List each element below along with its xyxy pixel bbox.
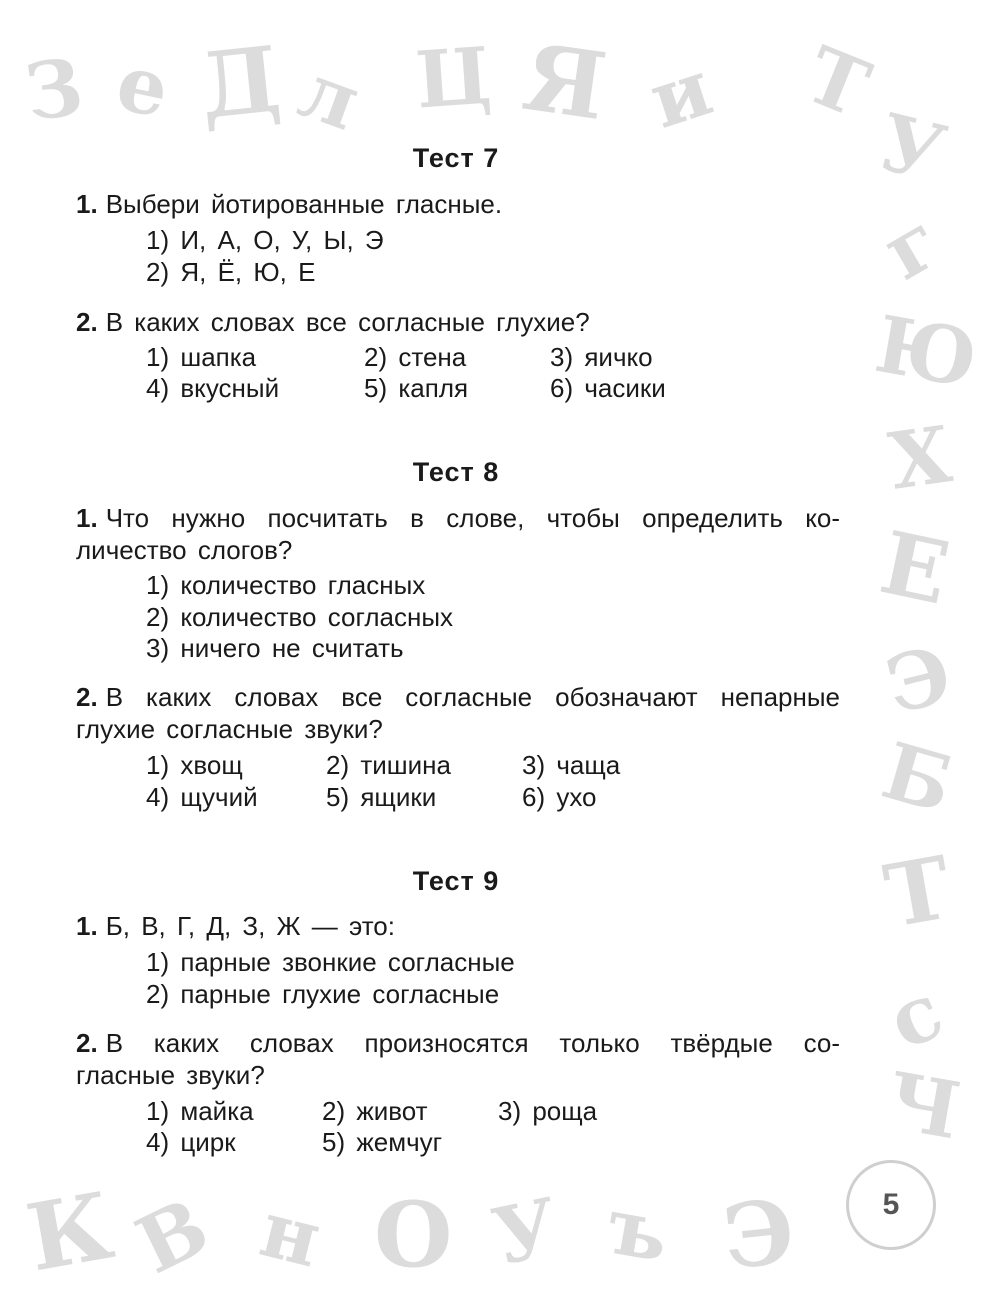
answer-option[interactable]: 2) Я, Ё, Ю, Е [146, 257, 316, 287]
test-7-question-2 [76, 306, 840, 338]
answer-option[interactable]: 1) хвощ [146, 750, 243, 780]
answer-option[interactable]: 6) ухо [522, 782, 597, 812]
test-7-question-1 [76, 188, 840, 220]
test-9-title: Тест 9 [412, 866, 500, 896]
answer-option[interactable]: 3) яичко [550, 342, 653, 372]
question-number: 2. [76, 307, 98, 337]
test-8-question-1 [76, 502, 840, 566]
decor-letter: ъ [600, 1180, 676, 1281]
decor-letter: Т [793, 29, 882, 136]
answer-option[interactable]: 6) часики [550, 373, 666, 403]
decor-letter: Б [872, 725, 963, 832]
question-text-line-2: глухие согласные звуки? [76, 714, 383, 744]
answer-option[interactable]: 1) шапка [146, 342, 257, 372]
decor-letter: Э [718, 1178, 800, 1290]
answer-option[interactable]: 3) роща [498, 1096, 598, 1126]
answer-option[interactable]: 1) майка [146, 1096, 254, 1126]
question-text: Выбери йотированные гласные. [105, 189, 503, 219]
answer-option[interactable]: 2) живот [322, 1096, 428, 1126]
decor-letter: О [374, 1182, 453, 1288]
decor-letter: Ц [412, 30, 495, 127]
decor-letter: У [485, 1181, 566, 1284]
decor-letter: Т [877, 837, 959, 948]
question-text-line-2: гласные звуки? [76, 1060, 265, 1090]
answer-option[interactable]: 2) количество согласных [146, 602, 454, 632]
decor-letter: У [870, 96, 954, 201]
answer-option[interactable]: 3) ничего не считать [146, 633, 404, 663]
decor-letter: Я [516, 22, 613, 142]
question-number: 2. [76, 1028, 98, 1058]
question-text: В каких словах все согласные глухие? [105, 307, 590, 337]
decor-letter: и [639, 42, 723, 147]
test-7-title: Тест 7 [412, 143, 500, 173]
answer-option[interactable]: 5) жемчуг [322, 1127, 443, 1157]
answer-option[interactable]: 3) чаща [522, 750, 621, 780]
question-number: 1. [76, 911, 98, 941]
answer-option[interactable]: 5) капля [364, 373, 469, 403]
answer-option[interactable]: 1) парные звонкие согласные [146, 947, 515, 977]
decor-letter: е [109, 36, 177, 137]
question-number: 2. [76, 682, 98, 712]
answer-option[interactable]: 2) стена [364, 342, 467, 372]
decor-letter: н [251, 1183, 330, 1286]
decor-letter: В [123, 1181, 223, 1292]
test-9-question-1 [76, 910, 840, 942]
decor-letter: К [19, 1171, 121, 1293]
question-number: 1. [76, 503, 98, 533]
answer-option[interactable]: 4) вкусный [146, 373, 280, 403]
answer-option[interactable]: 1) количество гласных [146, 570, 426, 600]
decor-letter: г [868, 195, 956, 298]
decor-letter: З [19, 41, 89, 140]
question-number: 1. [76, 189, 98, 219]
page-number [846, 1160, 936, 1250]
answer-option[interactable]: 4) щучий [146, 782, 258, 812]
page-number-text: 5 [882, 1188, 900, 1221]
decor-letter: л [288, 44, 372, 149]
question-text-line-1: В каких словах все согласные обозначают непарные [105, 682, 840, 712]
question-text-line-1: Что нужно посчитать в слове, чтобы определить ко- [105, 503, 840, 533]
decor-letter: с [875, 965, 956, 1068]
test-8-title: Тест 8 [412, 457, 500, 487]
test-9-question-2 [76, 1027, 840, 1091]
test-8-question-2 [76, 681, 840, 745]
decor-letter: Х [883, 409, 957, 508]
answer-option[interactable]: 1) И, А, О, У, Ы, Э [146, 225, 384, 255]
question-text-line-2: личество слогов? [76, 535, 293, 565]
decor-letter: Ч [880, 1055, 967, 1158]
decor-letter: Э [877, 628, 961, 733]
decor-letter: Ю [868, 298, 984, 407]
decor-letter: Д [194, 26, 286, 140]
answer-option[interactable]: 2) тишина [326, 750, 451, 780]
answer-option[interactable]: 4) цирк [146, 1127, 236, 1157]
answer-option[interactable]: 2) парные глухие согласные [146, 979, 500, 1009]
question-text-line-1: В каких словах произносятся только твёрдые со- [105, 1028, 840, 1058]
decor-letter: Е [872, 512, 958, 625]
question-text: Б, В, Г, Д, З, Ж — это: [105, 911, 395, 941]
answer-option[interactable]: 5) ящики [326, 782, 437, 812]
